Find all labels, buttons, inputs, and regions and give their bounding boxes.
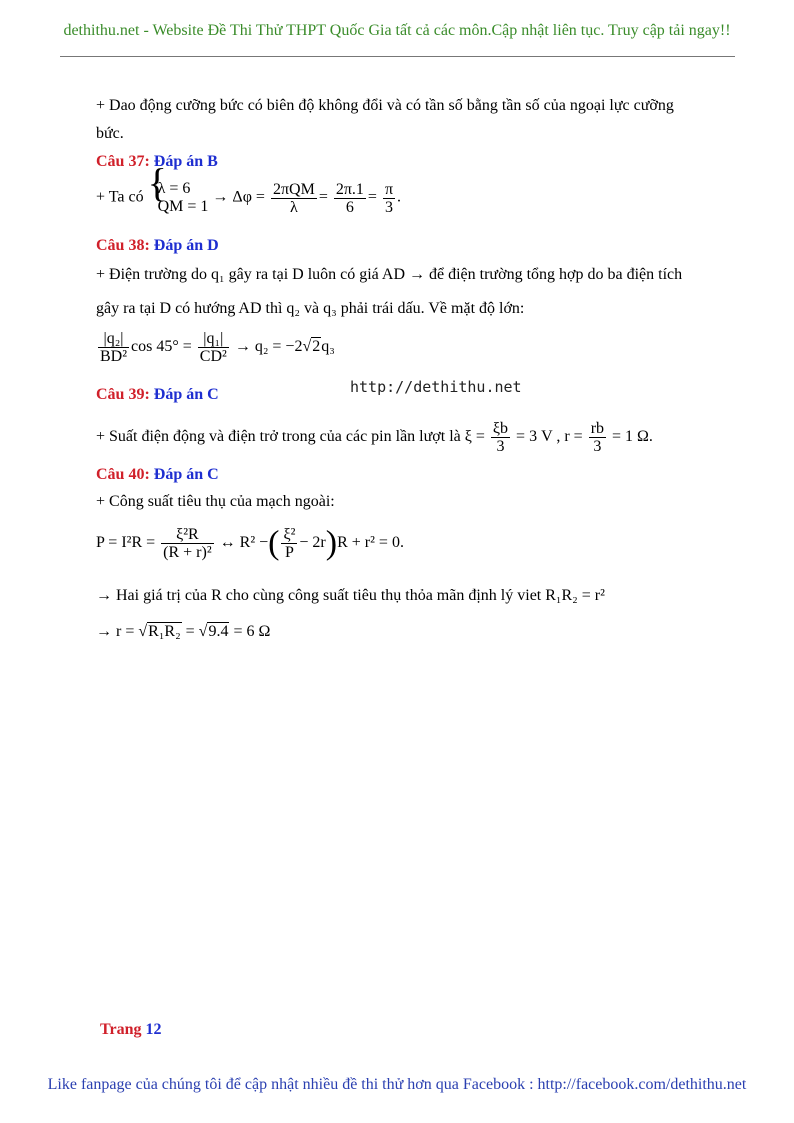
q40-line-3: → Hai giá trị của R cho cùng công suất tiêu thụ thỏa mãn định lý viet R₁R₂ = r² — [96, 587, 605, 604]
q40-frac-main: $\frac{\text{ξ²R}}{\text{(R + r)²}}$ — [163, 526, 212, 561]
q39-frac-2: $\frac{rb}{3}$ — [590, 420, 605, 455]
q39-equation: + Suất điện động và điện trở trong của các pin lần lượt là ξ = $\frac{\xi b}{3}$ = 3 V , r = $\frac{rb}{3}$ = 1 Ω. — [96, 420, 653, 455]
page-number: Trang 12 — [100, 1021, 162, 1038]
q37-sys-2: QM = 1 — [157, 198, 209, 215]
q37-label: Câu 37: — [96, 153, 150, 170]
q40-equation: P = I²R = $\frac{\text{ξ²R}}{\text{(R + r)²}}$ ↔ R² −( $\frac{\text{ξ²}}{P}$ − 2r)R + r² = 0. — [96, 524, 404, 562]
q39-label: Câu 39: — [96, 386, 150, 403]
q37-sys-1: λ = 6 — [157, 180, 191, 197]
q37-frac-2: $\frac{2\pi.1}{6}$ — [335, 180, 364, 216]
brace-icon: { — [147, 160, 167, 205]
q38-equation: $\frac{\text{|q₂|}}{\text{BD²}}$ cos 45° = $\frac{\text{|q₁|}}{\text{CD²}}$ → q₂ = −2√2q₃ — [100, 330, 335, 365]
intro-line-1: + Dao động cưỡng bức có biên độ không đổi và có tần số bằng tần số của ngoại lực cưỡng — [96, 97, 674, 114]
intro-line-2: bức. — [96, 125, 124, 142]
q38-heading — [96, 236, 219, 256]
q38-line-1: + Điện trường do q₁ gây ra tại D luôn có giá AD → để điện trường tổng hợp do ba điện tích — [96, 266, 683, 283]
watermark-link: http://dethithu.net — [350, 378, 522, 396]
q39-heading — [96, 385, 219, 405]
q40-line-4: → r = √R₁R₂ = √9.4 = 6 Ω — [96, 623, 271, 640]
q37-arrow: → Δφ = — [212, 188, 265, 206]
header-divider — [60, 56, 735, 57]
q39-frac-1: $\frac{\xi b}{3}$ — [492, 420, 509, 455]
q37-frac-1: $\frac{\text{2πQM}}{\lambda}$ — [272, 180, 315, 216]
q40-line-1: + Công suất tiêu thụ của mạch ngoài: — [96, 493, 335, 510]
q40-answer: Đáp án C — [153, 466, 219, 483]
q39-answer: Đáp án C — [153, 386, 219, 403]
q38-answer: Đáp án D — [153, 237, 219, 254]
q40-label: Câu 40: — [96, 466, 150, 483]
q40-heading — [96, 465, 219, 485]
q40-frac-inner: $\frac{\text{ξ²}}{P}$ — [283, 526, 296, 561]
page-footer: Like fanpage của chúng tôi để cập nhật nhiều đề thi thử hơn qua Facebook : http://facebook.com/dethithu.net — [47, 1076, 747, 1093]
q37-equation: + Ta có { λ = 6 QM = 1 → Δφ = $\frac{\text{2πQM}}{\lambda}$ = $\frac{2\pi.1}{6}$ = $\frac{\pi}{3}$ . — [96, 160, 402, 216]
q37-prefix: + Ta có — [96, 188, 144, 206]
q38-line-2: gây ra tại D có hướng AD thì q₂ và q₃ phải trái dấu. Về mặt độ lớn: — [96, 300, 525, 317]
q37-frac-3: $\frac{\pi}{3}$ — [384, 180, 394, 216]
q38-frac-left: $\frac{\text{|q₂|}}{\text{BD²}}$ — [100, 330, 128, 365]
q38-label: Câu 38: — [96, 237, 150, 254]
q38-frac-right: $\frac{\text{|q₁|}}{\text{CD²}}$ — [199, 330, 227, 365]
page-header: dethithu.net - Website Đề Thi Thử THPT Quốc Gia tất cả các môn.Cập nhật liên tục. Truy cập tải ngay!! — [63, 22, 731, 39]
q37-answer: Đáp án B — [153, 153, 218, 170]
